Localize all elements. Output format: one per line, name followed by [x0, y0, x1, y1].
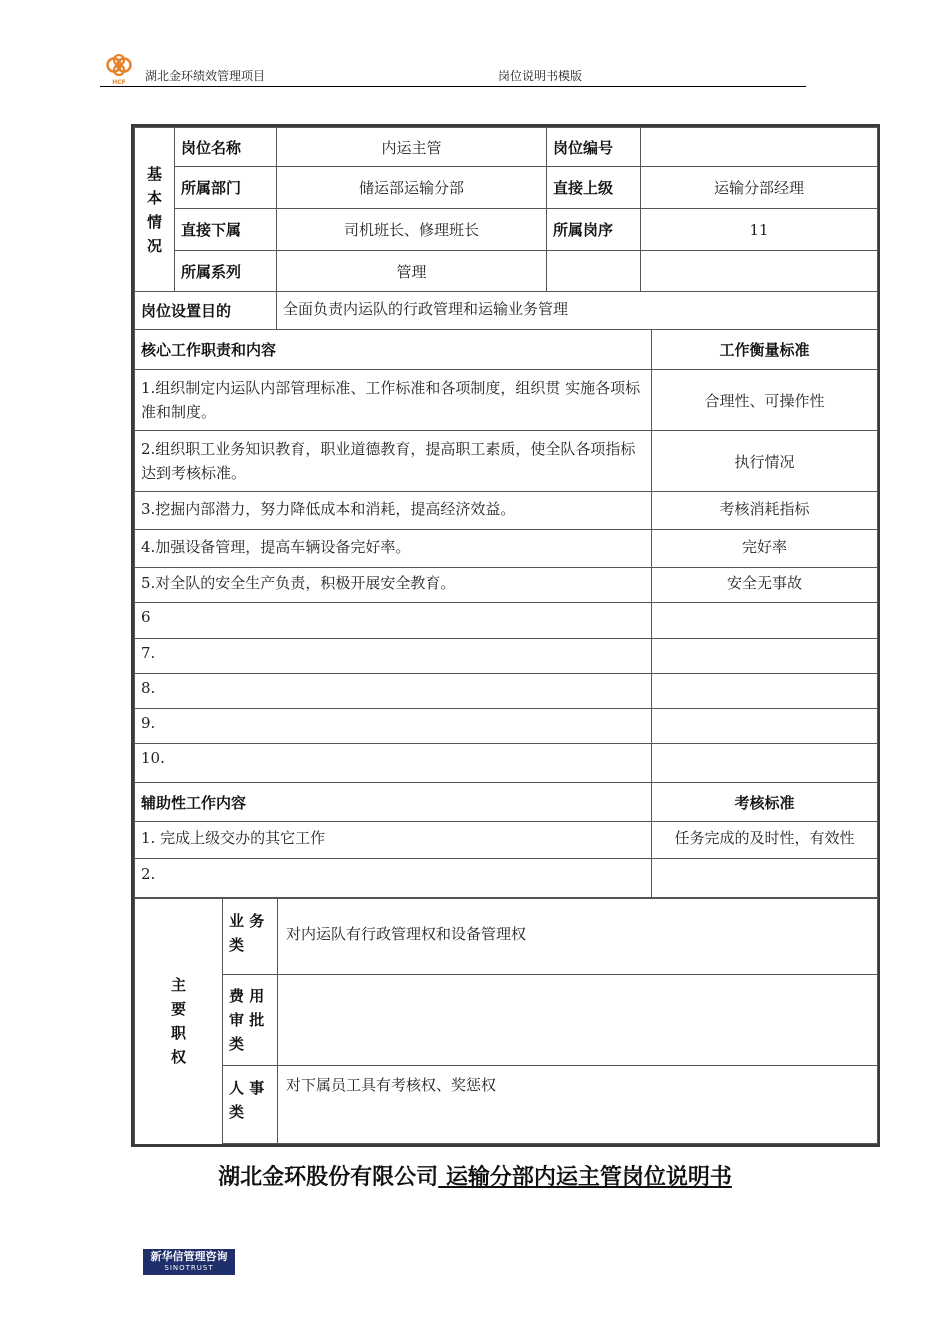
basic-info-table	[134, 127, 878, 292]
core-standard: 合理性、可操作性	[652, 370, 878, 431]
aux-standard: 任务完成的及时性，有效性	[652, 822, 878, 859]
logo-cn: 新华信管理咨询	[150, 1250, 228, 1263]
purpose-table	[134, 291, 878, 330]
seq-label: 所属岗序	[547, 209, 641, 251]
title-doc: 运输分部内运主管岗位说明书	[438, 1165, 732, 1190]
aux-header: 辅助性工作内容	[135, 783, 652, 822]
core-standard	[652, 674, 878, 709]
duties-table	[134, 329, 878, 898]
core-duty: 2.组织职工业务知识教育，职业道德教育，提高职工素质，使全队各项指标达到考核标准。	[135, 431, 652, 492]
authority-section-label: 主 要 职 权	[135, 899, 223, 1144]
purpose-label: 岗位设置目的	[135, 292, 277, 330]
core-duty: 8.	[135, 674, 652, 709]
core-standard: 完好率	[652, 530, 878, 568]
core-standard-header: 工作衡量标准	[652, 330, 878, 370]
logo-en: SINOTRUST	[164, 1264, 214, 1272]
page-header	[100, 60, 806, 87]
post-name-label: 岗位名称	[175, 128, 277, 167]
core-standard	[652, 603, 878, 639]
authority-type-label: 人 事 类	[223, 1066, 278, 1144]
core-standard: 考核消耗指标	[652, 492, 878, 530]
core-standard: 执行情况	[652, 431, 878, 492]
purpose-text: 全面负责内运队的行政管理和运输业务管理	[277, 292, 878, 330]
project-name: 湖北金环绩效管理项目	[145, 69, 266, 83]
document-title	[0, 1160, 950, 1191]
basic-section-label: 基 本 情 况	[135, 128, 175, 292]
aux-standard-header: 考核标准	[652, 783, 878, 822]
dept-value: 储运部运输分部	[277, 167, 547, 209]
seq-value: 11	[641, 209, 878, 251]
authority-type-label: 业 务 类	[223, 899, 278, 975]
superior-label: 直接上级	[547, 167, 641, 209]
authority-text: 对内运队有行政管理权和设备管理权	[278, 899, 878, 975]
title-company: 湖北金环股份有限公司	[218, 1165, 439, 1190]
subordinate-label: 直接下属	[175, 209, 277, 251]
core-header: 核心工作职责和内容	[135, 330, 652, 370]
core-standard	[652, 639, 878, 674]
core-duty: 9.	[135, 709, 652, 744]
core-duty: 3.挖掘内部潜力，努力降低成本和消耗，提高经济效益。	[135, 492, 652, 530]
dept-label: 所属部门	[175, 167, 277, 209]
core-duty: 6	[135, 603, 652, 639]
core-duty: 10.	[135, 744, 652, 783]
empty-cell	[641, 251, 878, 292]
core-duty: 1.组织制定内运队内部管理标准、工作标准和各项制度，组织贯 实施各项标准和制度。	[135, 370, 652, 431]
core-standard	[652, 744, 878, 783]
post-no-label: 岗位编号	[547, 128, 641, 167]
core-standard	[652, 709, 878, 744]
hcf-logo-icon	[100, 54, 138, 86]
post-name-value: 内运主管	[277, 128, 547, 167]
core-duty: 4.加强设备管理，提高车辆设备完好率。	[135, 530, 652, 568]
series-label: 所属系列	[175, 251, 277, 292]
empty-cell	[547, 251, 641, 292]
authority-table	[134, 898, 878, 1144]
core-duty: 5.对全队的安全生产负责，积极开展安全教育。	[135, 568, 652, 603]
subordinate-value: 司机班长、修理班长	[277, 209, 547, 251]
authority-text: 对下属员工具有考核权、奖惩权	[278, 1066, 878, 1144]
logo-text: HCF	[112, 79, 126, 86]
core-duty: 7.	[135, 639, 652, 674]
superior-value: 运输分部经理	[641, 167, 878, 209]
aux-duty: 1. 完成上级交办的其它工作	[135, 822, 652, 859]
aux-standard	[652, 859, 878, 898]
core-standard: 安全无事故	[652, 568, 878, 603]
aux-duty: 2.	[135, 859, 652, 898]
sinotrust-logo	[143, 1249, 235, 1275]
template-name: 岗位说明书模版	[498, 69, 583, 83]
authority-text	[278, 975, 878, 1066]
authority-type-label: 费 用 审 批 类	[223, 975, 278, 1066]
post-no-value	[641, 128, 878, 167]
series-value: 管理	[277, 251, 547, 292]
